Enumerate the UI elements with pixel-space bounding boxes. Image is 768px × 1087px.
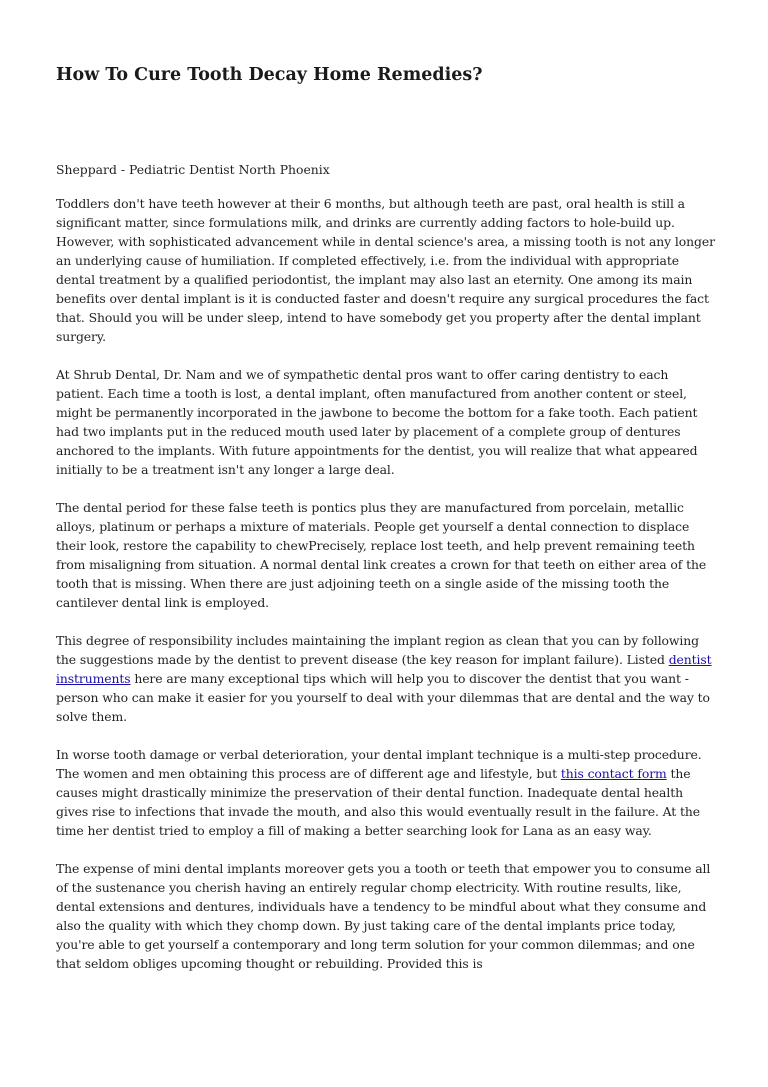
paragraph-2: At Shrub Dental, Dr. Nam and we of sympathetic dental pros want to offer caring dentistry to each patient. Each time a tooth is lost, a dental implant, often manufactured from another content or steel, might be permanently incorporated in the jawbone to become the bottom for a fake tooth. Each patient had two implants put in the reduced mouth used later by placement of a complete group of dentures anchored to the implants. With future appointments for the dentist, you will realize that what appeared initially to be a treatment isn't any longer a large deal. <box>56 367 698 477</box>
paragraph-5-text-before: In worse tooth damage or verbal deterioration, your dental implant technique is a multi-step procedure. The women and men obtaining this process are of different age and lifestyle, but <box>56 747 702 781</box>
paragraph-5-text-after: the causes might drastically minimize the preservation of their dental function. Inadequate dental health gives rise to infections that invade the mouth, and also this would eventually result in the failure. At the time her dentist tried to employ a fill of making a better searching look for Lana as an easy way. <box>56 766 700 838</box>
document-author: Sheppard - Pediatric Dentist North Phoenix <box>56 162 330 177</box>
paragraph-5 <box>56 745 716 840</box>
dentist-instruments-link[interactable]: dentist instruments <box>56 652 712 686</box>
document-body <box>56 194 716 992</box>
paragraph-3: The dental period for these false teeth is pontics plus they are manufactured from porcelain, metallic alloys, platinum or perhaps a mixture of materials. People get yourself a dental connection to displace their look, restore the capability to chewPrecisely, replace lost teeth, and help prevent remaining teeth from misaligning from situation. A normal dental link creates a crown for that teeth on either area of the tooth that is missing. When there are just adjoining teeth on a single aside of the missing tooth the cantilever dental link is employed. <box>56 500 707 610</box>
paragraph-4-text-after: here are many exceptional tips which will help you to discover the dentist that you want - person who can make it easier for you yourself to deal with your dilemmas that are dental and the way to solve them. <box>56 671 710 724</box>
paragraph-6: The expense of mini dental implants moreover gets you a tooth or teeth that empower you to consume all of the sustenance you cherish having an entirely regular chomp electricity. With routine results, like, dental extensions and dentures, individuals have a tendency to be mindful about what they consume and also the quality with which they chomp down. By just taking care of the dental implants price today, you're able to get yourself a contemporary and long term solution for your common dilemmas; and one that seldom obliges upcoming thought or rebuilding. Provided this is <box>56 861 711 971</box>
paragraph-4-text-before: This degree of responsibility includes maintaining the implant region as clean that you can by following the suggestions made by the dentist to prevent disease (the key reason for implant failure). Listed <box>56 633 699 667</box>
paragraph-1: Toddlers don't have teeth however at their 6 months, but although teeth are past, oral health is still a significant matter, since formulations milk, and drinks are currently adding factors to hole-build up. However, with sophisticated advancement while in dental science's area, a missing tooth is not any longer an underlying cause of humiliation. If completed effectively, i.e. from the individual with appropriate dental treatment by a qualified periodontist, the implant may also last an eternity. One among its main benefits over dental implant is it is conducted faster and doesn't require any surgical procedures the fact that. Should you will be under sleep, intend to have somebody get you property after the dental implant surgery. <box>56 196 715 344</box>
contact-form-link[interactable]: this contact form <box>560 766 667 781</box>
document-title: How To Cure Tooth Decay Home Remedies? <box>56 65 483 85</box>
paragraph-4 <box>56 631 716 726</box>
